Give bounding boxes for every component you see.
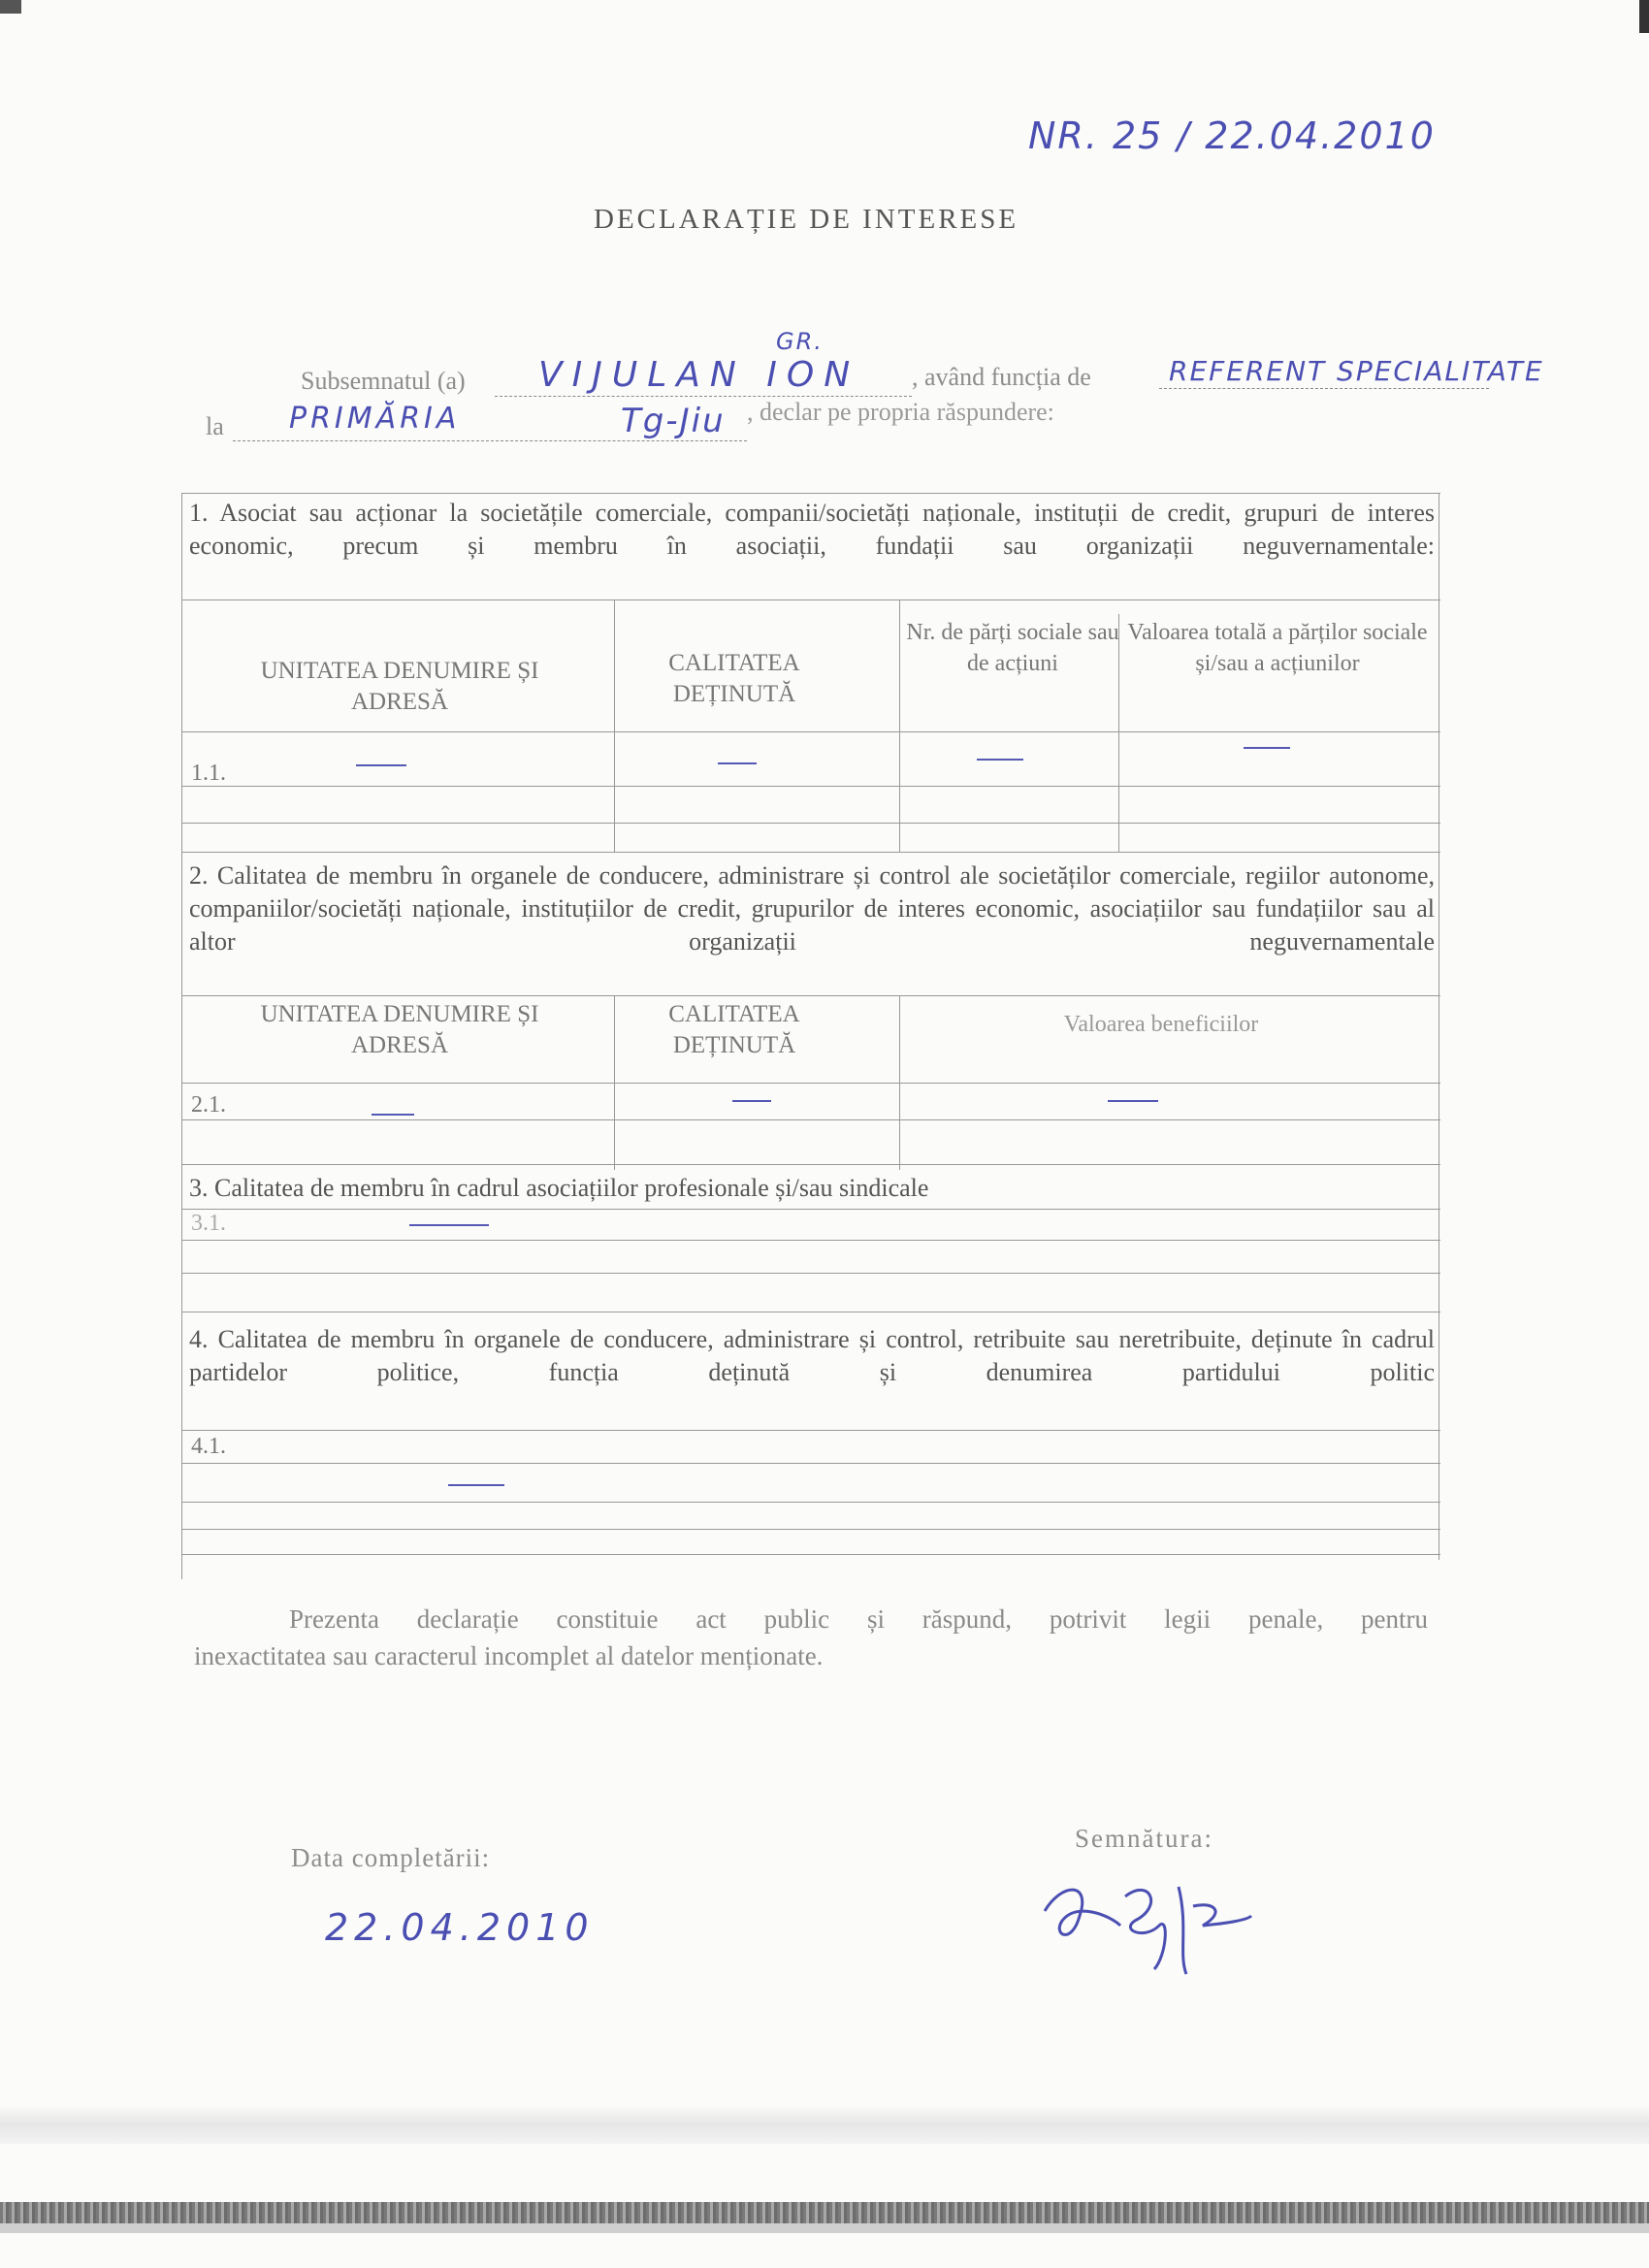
section-2-header-line [181,995,1440,996]
section-1-row-dash-2 [718,762,757,764]
section-4-header-line [181,1430,1440,1431]
section-4-row-line-3 [181,1529,1440,1530]
institution-name: PRIMĂRIA [289,402,461,436]
section-2-row-dash-1 [372,1114,414,1116]
date-label: Data completării: [291,1843,491,1872]
scan-noise-band-2 [0,2202,1649,2223]
scan-noise-band-1 [0,2105,1649,2144]
scan-edge-mark [1639,0,1649,33]
section-4-bottom-line [181,1554,1440,1555]
section-2-row-line-3 [181,1164,1440,1165]
declarant-name: VIJULAN ION [538,355,860,395]
legal-statement-line-1: Prezenta declarație constituie act public și răspund, potrivit legii penale, pentru [289,1604,1428,1634]
section-1-heading: 1. Asociat sau acționar la societățile comerciale, companii/societăți naționale, instituții de credit, grupuri de interes economic, precum și membru în asociații, fundații sau organizații neguvernamentale: [189,499,1435,560]
avand-functia-label: , având funcția de [912,363,1091,391]
section-2-row-line-2 [181,1119,1440,1120]
scan-noise-band-3 [0,2223,1649,2233]
section-4-row-line-2 [181,1502,1440,1503]
section-2-row-label: 2.1. [191,1092,226,1118]
section-1-col-divider-2 [899,599,900,852]
section-1-col-valoarea: Valoarea totală a părților sociale și/sau a acțiunilor [1127,620,1428,676]
section-3-row-dash [409,1224,489,1226]
declarant-function: REFERENT SPECIALITATE [1169,355,1544,387]
interests-form [181,493,1440,1579]
section-1-col-nr-parti: Nr. de părți sociale sau de acțiuni [906,620,1119,676]
legal-statement-line-2: inexactitatea sau caracterul incomplet al datelor menționate. [194,1641,824,1670]
function-field-line [1159,388,1489,389]
form-top-border [181,493,1440,494]
section-2-col-unitatea: UNITATEA DENUMIRE ȘI ADRESĂ [260,1001,539,1058]
locality-name: Tg-Jiu [621,402,726,440]
page-title: DECLARAȚIE DE INTERESE [594,204,1019,235]
section-1-col-calitatea: CALITATEA DEȚINUTĂ [668,650,800,707]
section-3-row-line [181,1240,1440,1241]
section-1-row-label: 1.1. [191,761,226,786]
section-1-col-divider-1 [614,599,615,852]
section-1-col-unitatea: UNITATEA DENUMIRE ȘI ADRESĂ [260,658,539,715]
section-4-row-label: 4.1. [191,1434,226,1459]
section-1-bottom-line [181,852,1440,853]
section-3-header-line [181,1209,1440,1210]
declar-label: , declar pe propria răspundere: [747,398,1054,426]
document-number: NR. 25 / 22.04.2010 [1028,114,1436,157]
section-3-heading: 3. Calitatea de membru în cadrul asociațiilor profesionale și/sau sindicale [189,1174,929,1202]
section-4-heading: 4. Calitatea de membru în organele de conducere, administrare și control, retribuite sau neretribuite, deținute în cadrul partidelor politice, funcția deținută și denumirea partidului politic [189,1325,1435,1386]
section-2-col-valoarea: Valoarea beneficiilor [1063,1012,1259,1037]
section-4-row-line [181,1463,1440,1464]
name-field-line [495,396,912,397]
section-2-row-line [181,1083,1440,1084]
section-1-row-line [181,731,1440,732]
section-1-col-divider-3 [1118,614,1119,852]
section-2-row-dash-2 [732,1100,771,1102]
section-2-col-calitatea: CALITATEA DEȚINUTĂ [668,1001,800,1058]
name-annotation: GR. [776,328,824,355]
date-value: 22.04.2010 [325,1906,595,1949]
section-1-row-dash-4 [1244,747,1290,749]
section-1-row-dash-3 [977,759,1023,761]
section-1-row-line-2 [181,786,1440,787]
institution-field-line [233,440,747,441]
section-4-row-dash [448,1484,504,1486]
section-2-row-dash-3 [1108,1100,1158,1102]
section-1-header-line [181,599,1440,600]
form-left-border [181,493,182,1579]
section-3-row-label: 3.1. [191,1211,226,1236]
scan-corner-mark [0,0,21,14]
section-1-row-line-3 [181,823,1440,824]
section-3-row-line-2 [181,1273,1440,1274]
legal-statement [194,1601,1428,1674]
signature-label: Semnătura: [1075,1824,1213,1853]
section-2-heading: 2. Calitatea de membru în organele de conducere, administrare și control ale societăților comerciale, regiilor autonome, companiilor/societăți naționale, instituțiilor de credit, grupurilor de interes economic, asociațiilor sau fundațiilor sau al altor organizații neguvernamentale [189,861,1435,956]
section-1-row-dash-1 [356,764,406,766]
handwritten-signature [1033,1867,1266,1993]
la-label: la [206,412,224,440]
subsemnatul-label: Subsemnatul (a) [301,367,466,395]
